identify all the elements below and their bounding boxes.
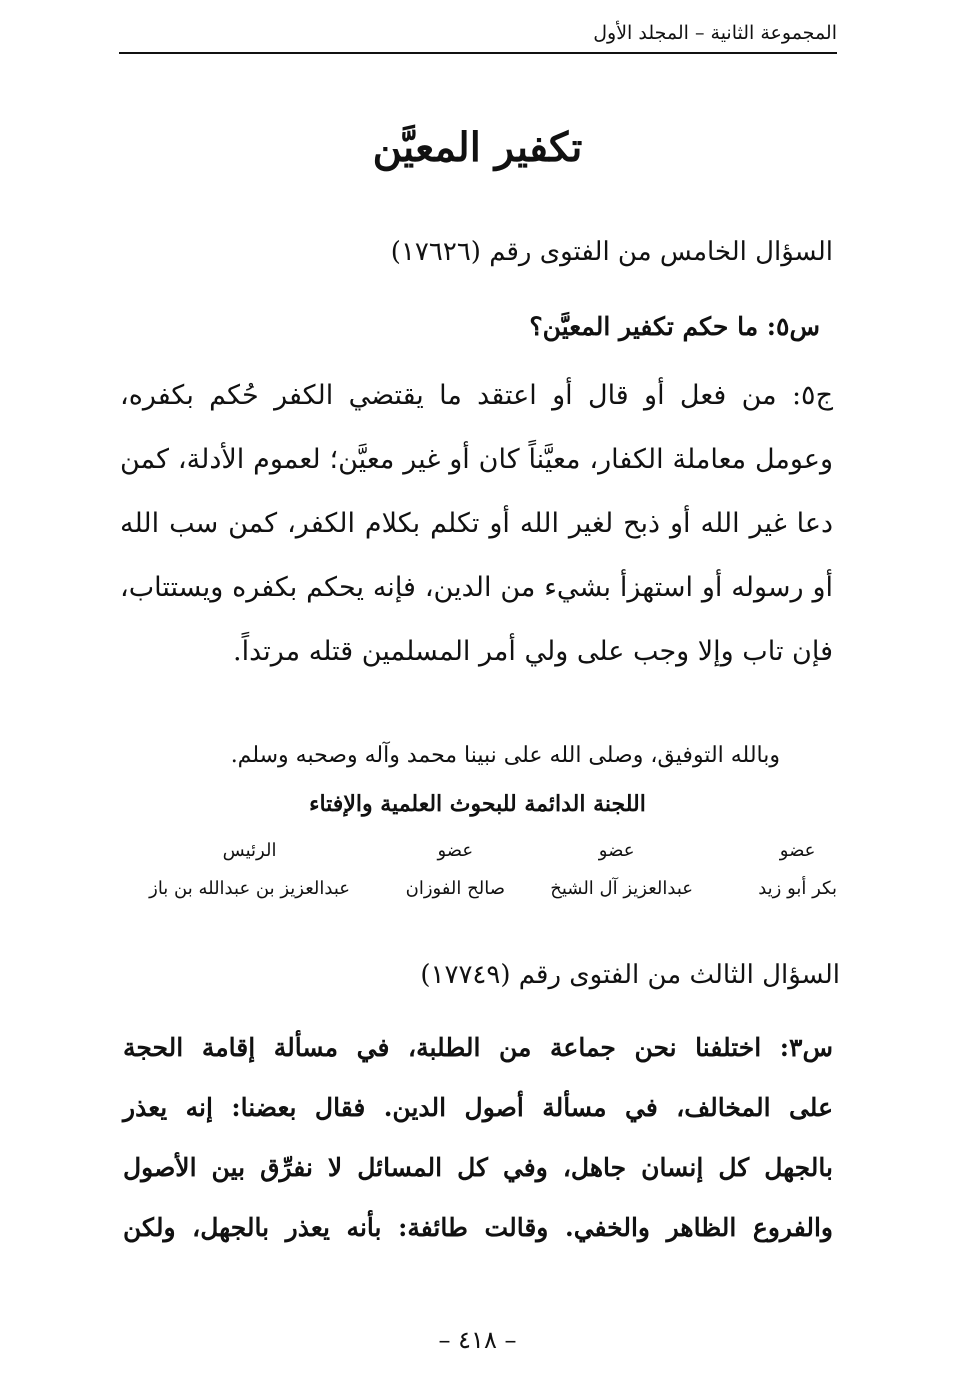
page-header [119, 18, 837, 54]
question-line: والفروع الظاهر والخفي. وقالت طائفة: بأنه يعذر بالجهل، ولكن [123, 1213, 833, 1242]
fatwa-question [123, 1018, 833, 1258]
signature-president [149, 838, 350, 902]
question-line: س٣: اختلفنا نحن جماعة من الطلبة، في مسألة إقامة الحجة [123, 1033, 833, 1062]
running-head: المجموعة الثانية – المجلد الأول [593, 22, 837, 44]
fatwa-answer [120, 364, 833, 684]
closing-formula: وبالله التوفيق، وصلى الله على نبينا محمد وآله وصحبه وسلم. [230, 743, 780, 768]
signature-member-2 [550, 838, 693, 902]
signature-role: عضو [437, 840, 474, 861]
question-line: بالجهل كل إنسان جاهل، وفي كل المسائل لا نفرِّق بين الأصول [123, 1153, 833, 1182]
committee-name: اللجنة الدائمة للبحوث العلمية والإفتاء [309, 791, 646, 817]
fatwa-question: س٥: ما حكم تكفير المعيَّن؟ [529, 312, 820, 341]
signature-name: صالح الفوزان [405, 878, 505, 899]
fatwa-reference: السؤال الخامس من الفتوى رقم (١٧٦٢٦) [390, 237, 833, 267]
answer-text: ج٥: من فعل أو قال أو اعتقد ما يقتضي الكفر حُكم بكفره، وعومل معاملة الكفار، معيَّناً كان أو غير معيَّن؛ لعموم الأدلة، كمن دعا غير الله أو ذبح لغير الله أو تكلم بكلام الكفر، كمن سب الله أو رسوله أو استهزأ بشيء من الدين، فإنه يحكم بكفره ويستتاب، فإن تاب وإلا وجب على ولي أمر المسلمين قتله مرتداً. [120, 380, 833, 667]
signature-member-1 [758, 838, 837, 902]
signature-member-3 [406, 838, 505, 902]
signature-role: عضو [779, 840, 816, 861]
signature-name: بكر أبو زيد [758, 878, 837, 899]
signature-role: عضو [598, 840, 635, 861]
signature-name: عبدالعزيز آل الشيخ [550, 878, 693, 899]
fatwa-reference: السؤال الثالث من الفتوى رقم (١٧٧٤٩) [420, 960, 840, 990]
page-title: تكفير المعيَّن [372, 124, 583, 171]
page-number: – ٤١٨ – [438, 1326, 517, 1354]
signature-role: الرئيس [222, 840, 277, 861]
question-line: على المخالف، في مسألة أصول الدين. فقال بعضنا: إنه يعذر [123, 1093, 833, 1122]
signature-name: عبدالعزيز بن عبدالله بن باز [149, 878, 350, 899]
